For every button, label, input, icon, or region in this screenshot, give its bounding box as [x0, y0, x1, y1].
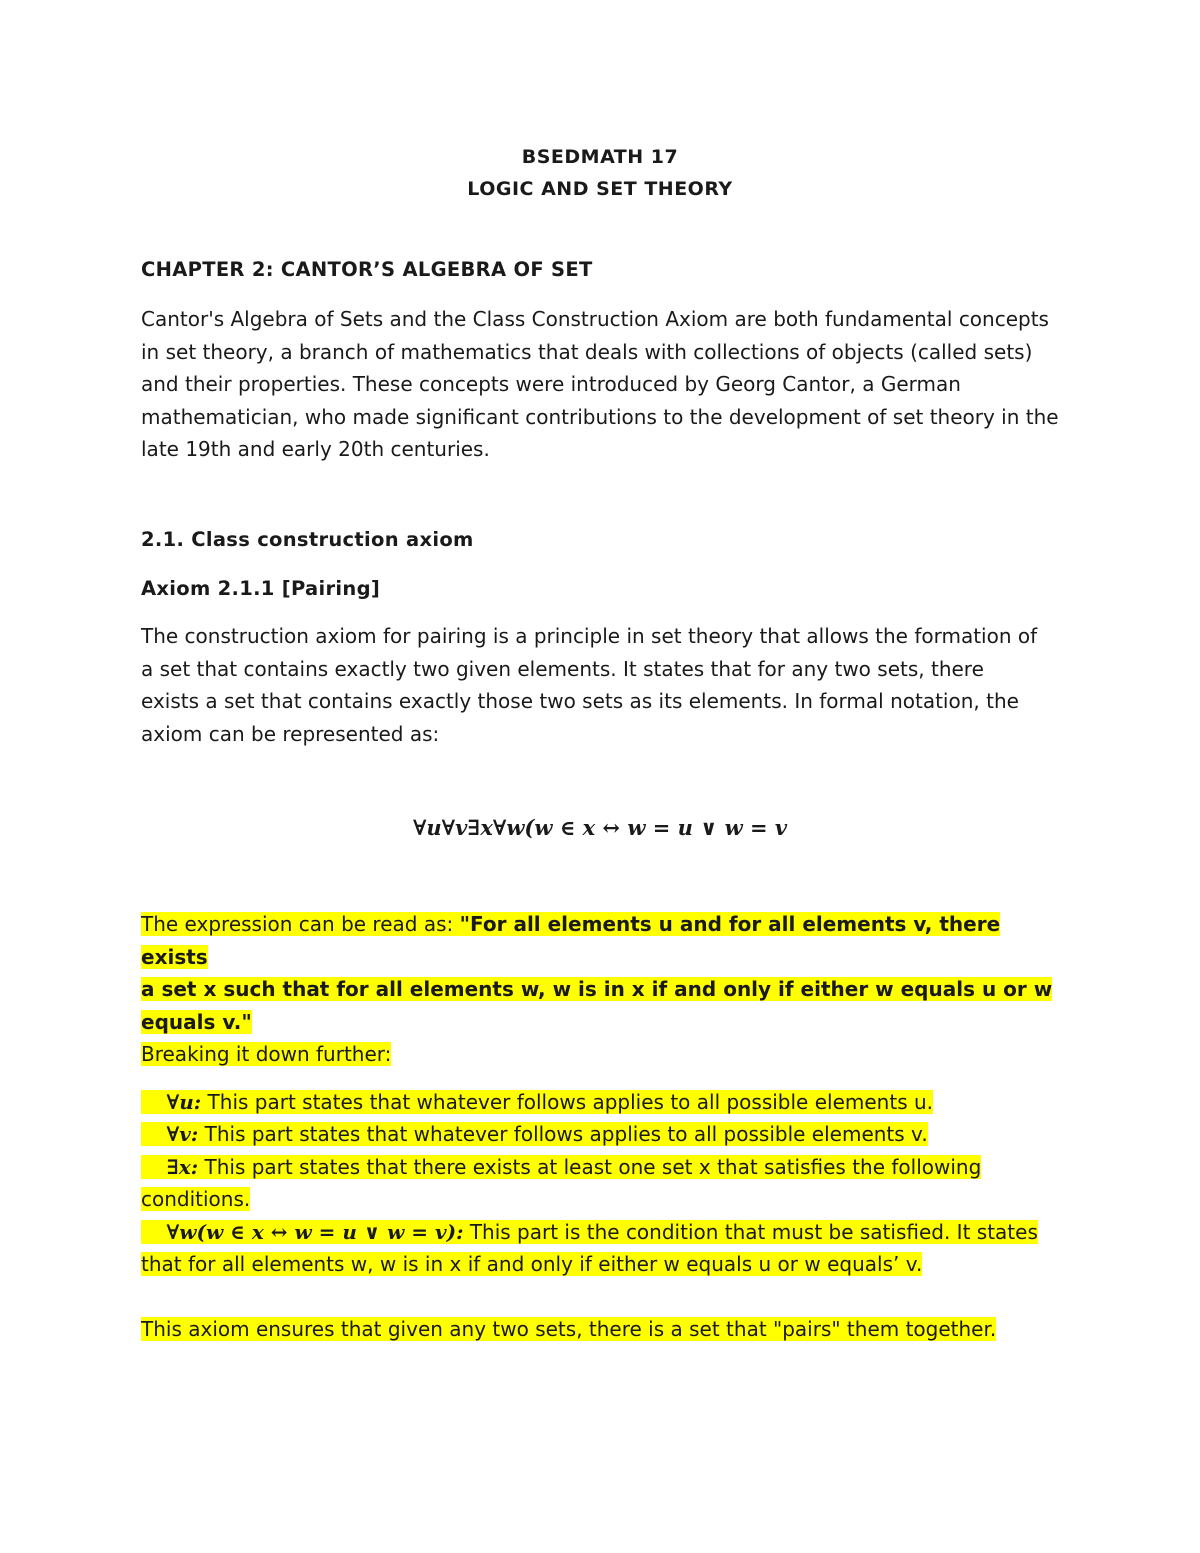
course-code: BSEDMATH 17 — [521, 146, 679, 168]
intro-line: in set theory, a branch of mathematics that deals with collections of objects (called sets) — [141, 339, 1033, 364]
breakdown-item — [141, 1151, 981, 1184]
axiom-line: a set that contains exactly two given elements. It states that for any two sets, there — [141, 656, 984, 681]
chapter-title: CHAPTER 2: CANTOR’S ALGEBRA OF SET — [141, 258, 593, 281]
breakdown-symbol: ∃x: — [166, 1155, 199, 1179]
axiom-line: The construction axiom for pairing is a principle in set theory that allows the formation of — [141, 624, 1038, 648]
section-title: 2.1. Class construction axiom — [141, 528, 474, 551]
intro-line: late 19th and early 20th centuries. — [141, 437, 490, 461]
intro-line: mathematician, who made significant contributions to the development of set theory in the — [141, 404, 1059, 429]
axiom-title: Axiom 2.1.1 [Pairing] — [141, 577, 381, 600]
breakdown-item — [141, 1118, 928, 1151]
pairing-formula: ∀u∀v∃x∀w(w ∈ x ↔ w = u ∨ w = v — [412, 815, 788, 840]
breakdown-item — [141, 1216, 1038, 1249]
breakdown-symbol: ∀w(w ∈ x ↔ w = u ∨ w = v): — [166, 1220, 464, 1244]
breakdown-continuation — [141, 1248, 922, 1281]
axiom-line: exists a set that contains exactly those two sets as its elements. In formal notation, the — [141, 689, 1019, 713]
explanation-quote: equals v." — [141, 1009, 252, 1034]
breakdown-text: conditions. — [141, 1187, 251, 1211]
breakdown-symbol: ∀u: — [166, 1090, 202, 1114]
breakdown-label: Breaking it down further: — [141, 1042, 392, 1066]
breakdown-text: This part is the condition that must be satisfied. It states — [463, 1220, 1038, 1244]
intro-line: Cantor's Algebra of Sets and the Class Construction Axiom are both fundamental concepts — [141, 307, 1049, 331]
breakdown-item — [141, 1086, 933, 1119]
explanation-block — [141, 908, 1071, 1071]
breakdown-text: that for all elements w, w is in x if and only if either w equals u or w equals’ v. — [141, 1252, 923, 1276]
breakdown-symbol: ∀v: — [166, 1122, 199, 1146]
course-title: LOGIC AND SET THEORY — [467, 178, 733, 200]
conclusion — [141, 1313, 996, 1346]
chapter-intro — [141, 303, 1071, 466]
breakdown-text: This part states that whatever follows applies to all possible elements u. — [201, 1090, 934, 1114]
axiom-line: axiom can be represented as: — [141, 721, 440, 746]
explanation-quote: a set x such that for all elements w, w is in x if and only if either w equals u or w — [141, 977, 1053, 1001]
conclusion-text: This axiom ensures that given any two sets, there is a set that "pairs" them together. — [141, 1317, 997, 1341]
breakdown-continuation — [141, 1183, 250, 1216]
breakdown-text: This part states that whatever follows applies to all possible elements v. — [198, 1122, 928, 1146]
breakdown-text: This part states that there exists at least one set x that satisfies the following — [198, 1155, 982, 1179]
explanation-quote: "For all elements u and for all elements v, there exists — [141, 912, 1001, 969]
axiom-description — [141, 620, 1071, 750]
intro-line: and their properties. These concepts were introduced by Georg Cantor, a German — [141, 372, 961, 396]
explanation-lead: The expression can be read as: — [141, 912, 460, 936]
